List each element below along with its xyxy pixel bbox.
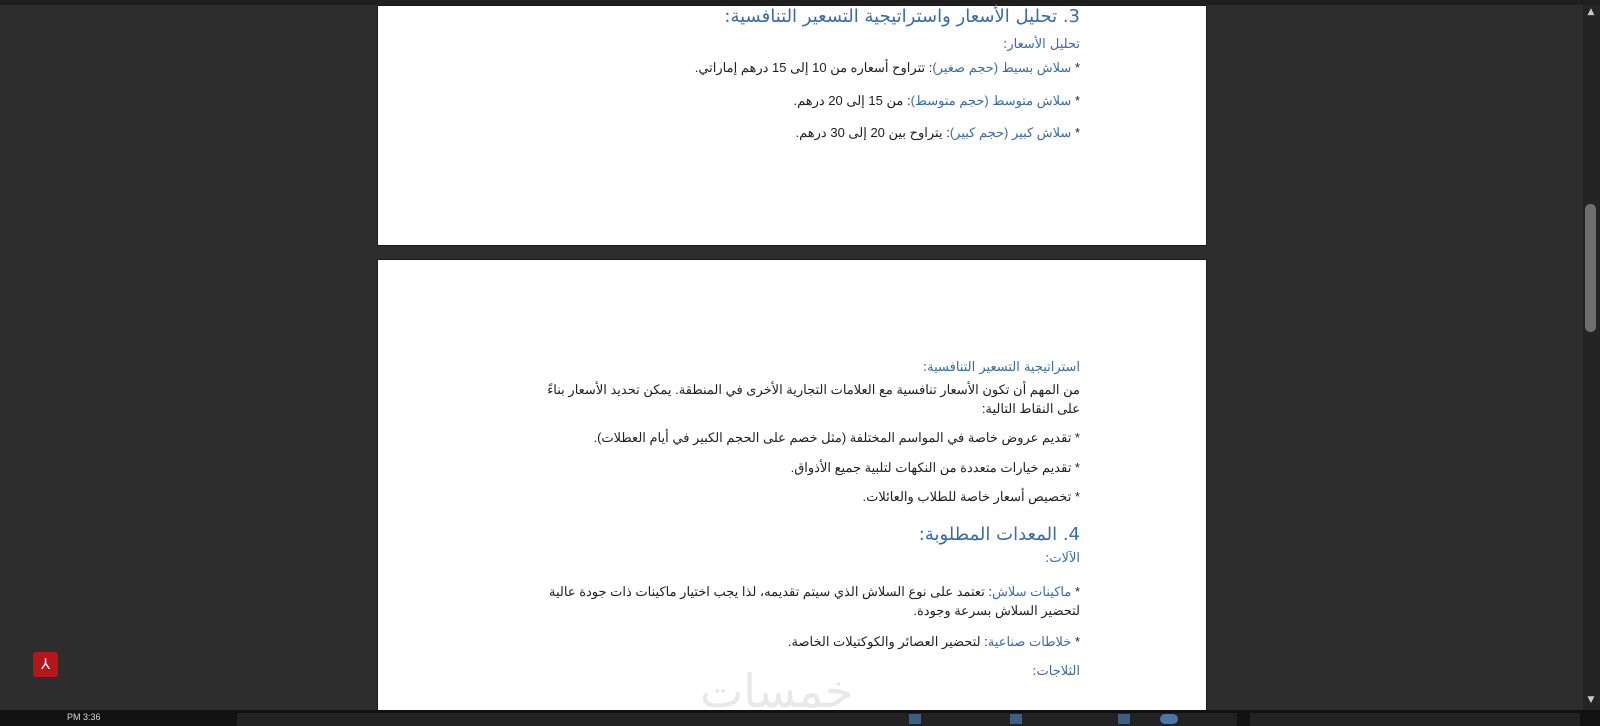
section-heading-pricing: 3. تحليل الأسعار واستراتيجية التسعير التنافسية:	[724, 6, 1080, 27]
bullet-item: * خلاطات صناعية: لتحضير العصائر والكوكتيلات الخاصة.	[787, 634, 1080, 649]
scroll-thumb[interactable]	[1585, 204, 1596, 332]
subheading-machines: الآلات:	[1044, 551, 1080, 566]
bullet-item: * ماكينات سلاش: تعتمد على نوع السلاش الذي سيتم تقديمه، لذا يجب اختيار ماكينات ذات جودة عالية لتحضير السلاش بسرعة وجودة.	[549, 584, 1080, 618]
taskbar-strip	[237, 713, 1237, 726]
document-page-1	[378, 6, 1206, 245]
subheading-fridges: الثلاجات:	[1032, 664, 1080, 679]
taskbar-app-icon[interactable]	[909, 714, 921, 724]
bullet-item: * تقديم خيارات متعددة من النكهات لتلبية جميع الأذواق.	[790, 460, 1080, 475]
bullet-item: * سلاش كبير (حجم كبير): يتراوح بين 20 إلى 30 درهم.	[795, 125, 1080, 140]
bullet-item: * تقديم عروض خاصة في المواسم المختلفة (مثل خصم على الحجم الكبير في أيام العطلات).	[593, 430, 1080, 445]
scroll-up-arrow-icon[interactable]: ▲	[1587, 7, 1595, 17]
top-strip	[0, 0, 1600, 5]
taskbar-clock: PM 3:36	[67, 712, 101, 722]
taskbar-browser-icon[interactable]	[1160, 714, 1178, 724]
subheading-strategy: استراتيجية التسعير التنافسية:	[922, 360, 1080, 375]
bullet-item: * سلاش بسيط (حجم صغير): تتراوح أسعاره من 10 إلى 15 درهم إماراتي.	[694, 60, 1080, 75]
section-heading-equipment: 4. المعدات المطلوبة:	[918, 524, 1080, 545]
taskbar-app-icon[interactable]	[1118, 714, 1130, 724]
pdf-app-icon[interactable]: ⅄	[33, 652, 58, 677]
document-page-2	[378, 260, 1206, 710]
taskbar-tray	[1250, 713, 1580, 726]
strategy-paragraph: من المهم أن تكون الأسعار تنافسية مع العلامات التجارية الأخرى في المنطقة. يمكن تحديد الأسعار بناءً على النقاط التالية:	[547, 382, 1080, 416]
taskbar-app-icon[interactable]	[1010, 714, 1022, 724]
subheading-price-analysis: تحليل الأسعار:	[1002, 37, 1080, 52]
bullet-item: * سلاش متوسط (حجم متوسط): من 15 إلى 20 درهم.	[793, 93, 1080, 108]
scroll-down-arrow-icon[interactable]: ▼	[1587, 695, 1595, 705]
watermark-logo: خمسات	[700, 664, 854, 710]
vertical-scrollbar[interactable]	[1583, 5, 1600, 710]
bullet-item: * تخصيص أسعار خاصة للطلاب والعائلات.	[862, 489, 1080, 504]
